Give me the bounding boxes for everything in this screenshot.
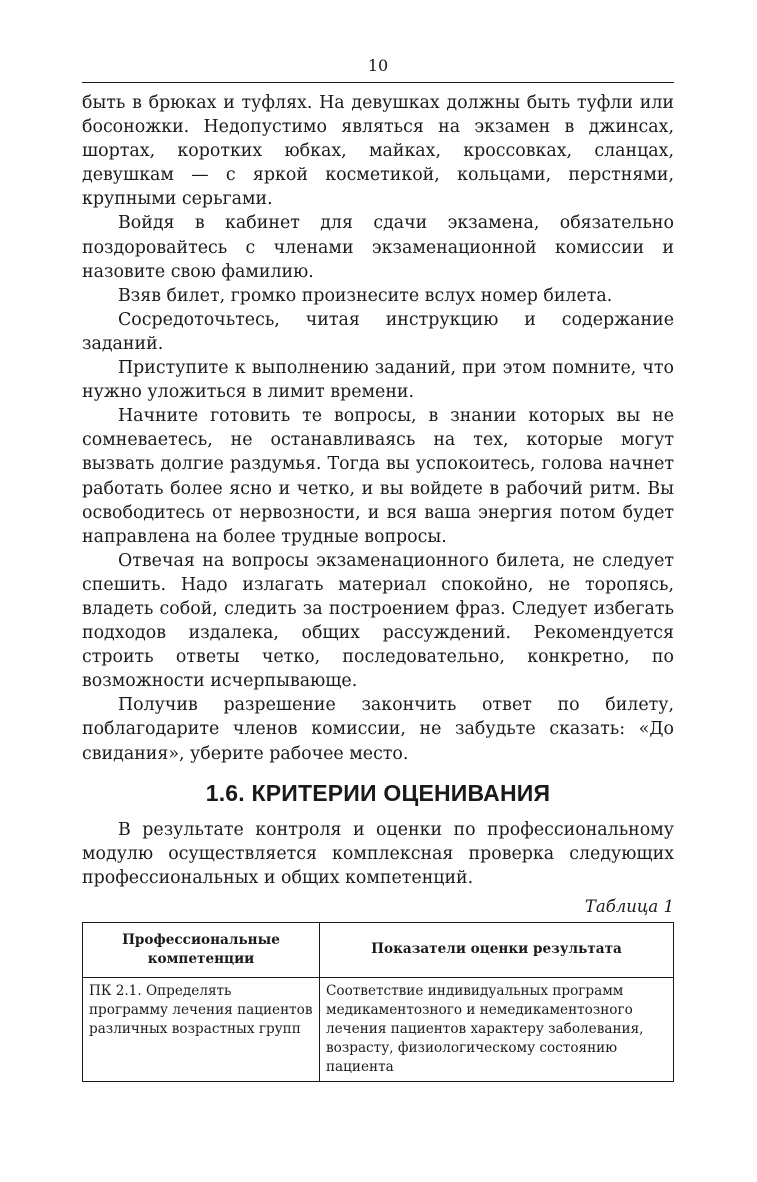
- competence-table: [82, 922, 674, 1082]
- paragraph: быть в брюках и туфлях. На девушках должны быть туфли или босоножки. Недопустимо являться на экзамен в джинсах, шортах, коротких юбках, майках, кроссовках, сланцах, девушкам — с яркой косметикой, кольцами, перстнями, крупными серьгами.: [82, 93, 674, 210]
- body-text: [82, 91, 674, 766]
- column-header-competencies: Профессиональные компетенции: [83, 922, 320, 977]
- header-rule: [82, 82, 674, 83]
- column-header-indicators: Показатели оценки результата: [320, 922, 674, 977]
- paragraph: Войдя в кабинет для сдачи экзамена, обязательно поздоровайтесь с членами экзаменационной комиссии и назовите свою фамилию.: [82, 213, 674, 282]
- table-cell-competence: ПК 2.1. Определять программу лечения пациентов различных возрастных групп: [83, 977, 320, 1081]
- table-cell-indicator: Соответствие индивидуальных программ медикаментозного и немедикаментозного лечения пациентов характеру заболевания, возрасту, физиологическому состоянию пациента: [320, 977, 674, 1081]
- paragraph: Начните готовить те вопросы, в знании которых вы не сомневаетесь, не останавливаясь на тех, которые могут вызвать долгие раздумья. Тогда вы успокоитесь, голова начнет работать более ясно и четко, и вы войдете в рабочий ритм. Вы освободитесь от нервозности, и вся ваша энергия потом будет направлена на более трудные вопросы.: [82, 406, 674, 547]
- paragraph: Приступите к выполнению заданий, при этом помните, что нужно уложиться в лимит времени.: [82, 358, 674, 403]
- document-page: [82, 56, 674, 1082]
- paragraph: Отвечая на вопросы экзаменационного билета, не следует спешить. Надо излагать материал спокойно, не торопясь, владеть собой, следить за построением фраз. Следует избегать подходов издалека, общих рассуждений. Рекомендуется строить ответы четко, последовательно, конкретно, по возможности исчерпывающе.: [82, 550, 674, 692]
- section-heading: 1.6. КРИТЕРИИ ОЦЕНИВАНИЯ: [205, 779, 551, 806]
- table-caption: Таблица 1: [584, 896, 674, 916]
- section-body: [82, 818, 674, 890]
- paragraph: Взяв билет, громко произнесите вслух номер билета.: [118, 285, 613, 306]
- paragraph: Сосредоточьтесь, читая инструкцию и содержание заданий.: [82, 309, 674, 354]
- paragraph: Получив разрешение закончить ответ по билету, поблагодарите членов комиссии, не забудьте сказать: «До свидания», уберите рабочее место.: [82, 695, 674, 764]
- page-number: 10: [367, 56, 389, 75]
- table-header-row: [83, 922, 674, 977]
- section-paragraph: В результате контроля и оценки по профессиональному модулю осуществляется комплексная проверка следующих профессиональных и общих компетенций.: [82, 819, 674, 888]
- table-row: [83, 977, 674, 1081]
